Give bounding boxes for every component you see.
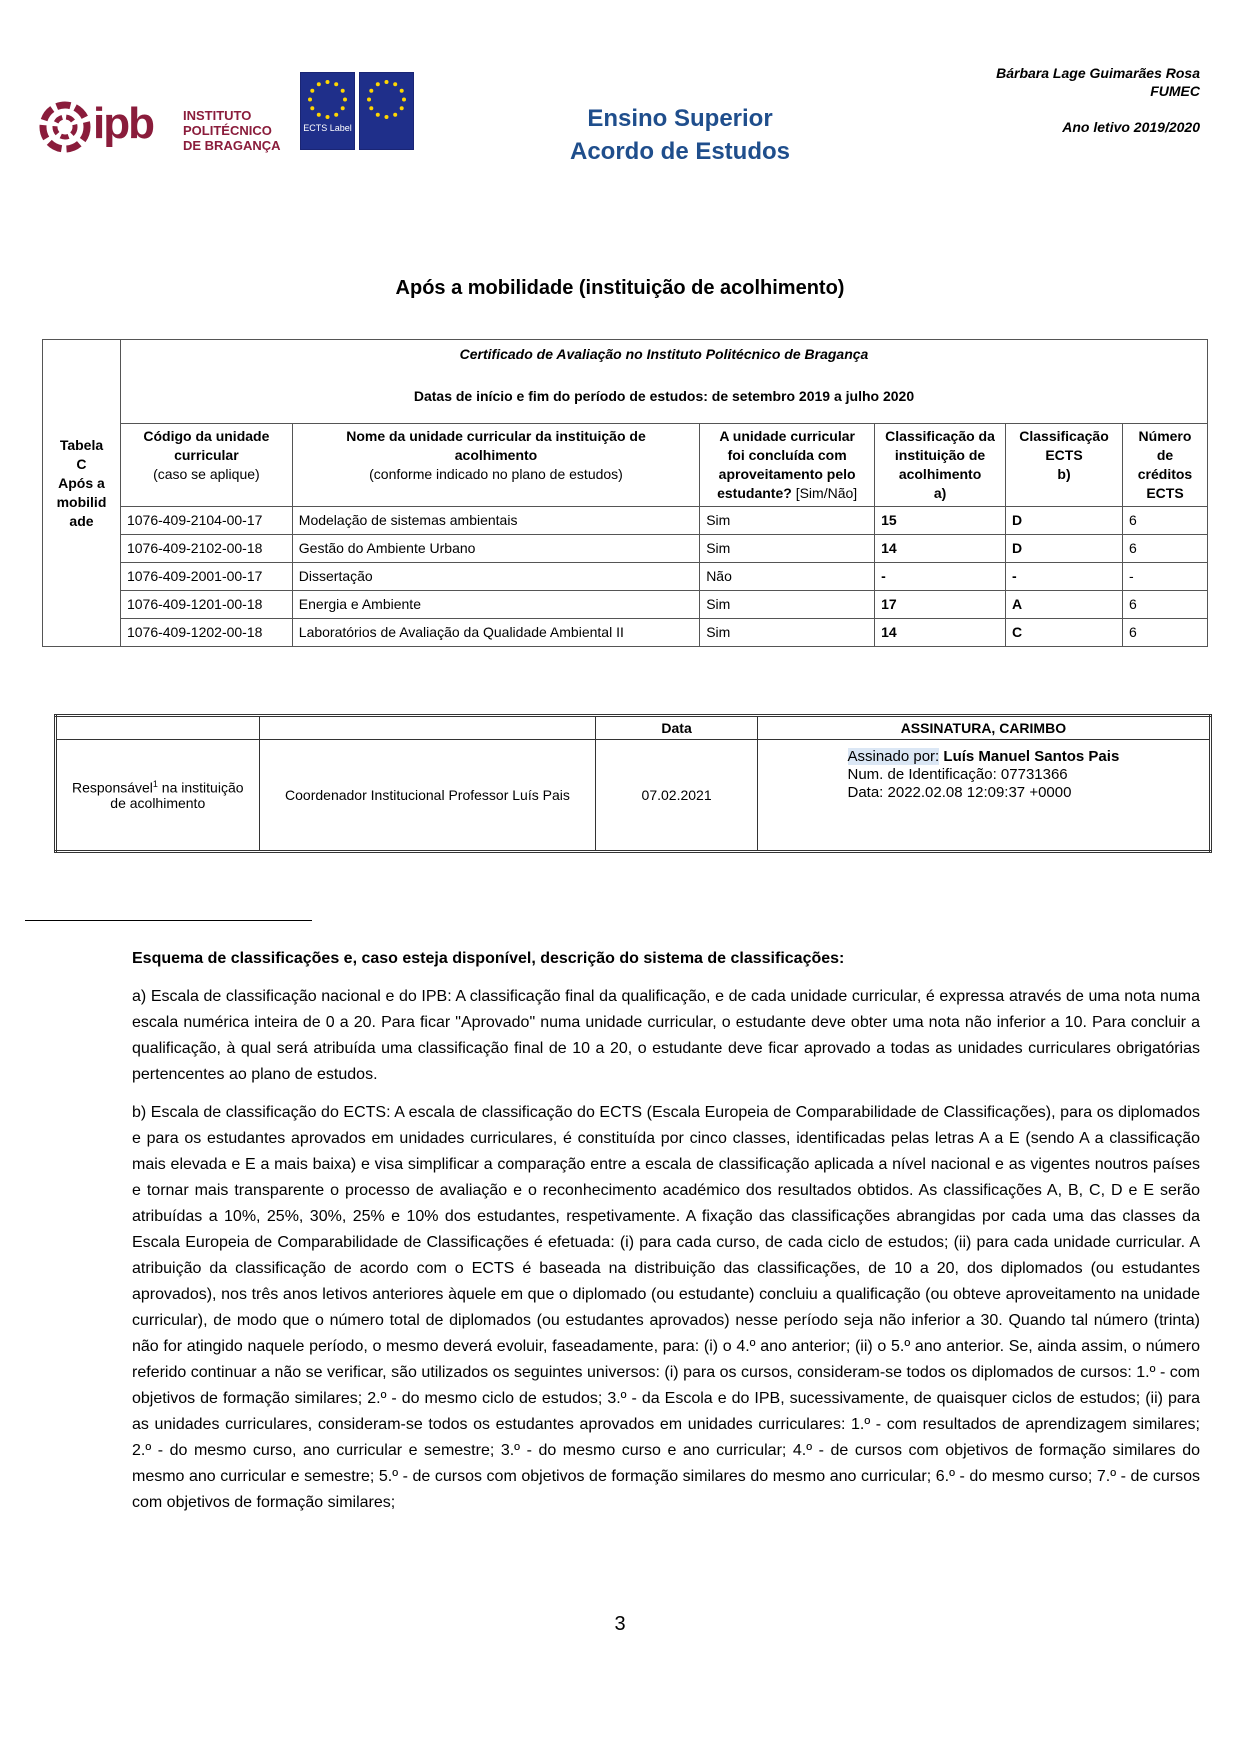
ects-label-text: ECTS Label xyxy=(303,123,352,133)
course-ects-grade: D xyxy=(1006,535,1123,563)
col-code-header: Código da unidade curricular (caso se aplique) xyxy=(120,424,292,507)
table-header-row xyxy=(43,424,1208,507)
coordinator-name: Coordenador Institucional Professor Luís Pais xyxy=(259,740,596,852)
course-ects-grade: A xyxy=(1006,591,1123,619)
course-code: 1076-409-2102-00-18 xyxy=(120,535,292,563)
course-completed: Sim xyxy=(700,591,875,619)
course-credits: 6 xyxy=(1122,591,1207,619)
ects-label-badge xyxy=(300,72,355,150)
sig-empty-header xyxy=(259,716,596,740)
course-grade: 17 xyxy=(875,591,1006,619)
table-row xyxy=(43,563,1208,591)
course-name: Energia e Ambiente xyxy=(292,591,699,619)
digital-signature xyxy=(757,740,1210,852)
col-completed-header: A unidade curricular foi concluída com aproveitamento pelo estudante? [Sim/Não] xyxy=(700,424,875,507)
course-completed: Não xyxy=(700,563,875,591)
course-completed: Sim xyxy=(700,619,875,647)
course-completed: Sim xyxy=(700,535,875,563)
ipb-logo xyxy=(35,98,290,156)
ipb-wordmark: ipb xyxy=(93,99,153,148)
course-completed: Sim xyxy=(700,507,875,535)
institution-name: INSTITUTO POLITÉCNICO DE BRAGANÇA xyxy=(183,108,281,153)
course-ects-grade: C xyxy=(1006,619,1123,647)
footnote-divider xyxy=(25,920,312,921)
sig-empty-header xyxy=(56,716,260,740)
course-name: Dissertação xyxy=(292,563,699,591)
certificate-title: Certificado de Avaliação no Instituto Politécnico de Bragança xyxy=(459,346,869,362)
courses-table xyxy=(42,339,1208,647)
table-row xyxy=(43,591,1208,619)
course-code: 1076-409-1201-00-18 xyxy=(120,591,292,619)
col-grade-header: Classificação da instituição de acolhimento a) xyxy=(875,424,1006,507)
section-title: Após a mobilidade (instituição de acolhimento) xyxy=(395,277,845,299)
course-credits: 6 xyxy=(1122,619,1207,647)
grading-title: Esquema de classificações e, caso esteja disponível, descrição do sistema de classificações: xyxy=(132,950,845,967)
course-grade: 15 xyxy=(875,507,1006,535)
date-header: Data xyxy=(596,716,757,740)
study-period: Datas de início e fim do período de estudos: de setembro 2019 a julho 2020 xyxy=(413,388,915,404)
eu-badge xyxy=(359,72,414,150)
eu-stars-icon xyxy=(364,77,409,122)
student-info xyxy=(860,64,1200,136)
document-title: Ensino Superior Acordo de Estudos xyxy=(569,105,791,165)
course-name: Laboratórios de Avaliação da Qualidade Ambiental II xyxy=(292,619,699,647)
eu-stars-icon xyxy=(305,77,350,122)
course-code: 1076-409-1202-00-18 xyxy=(120,619,292,647)
signature-header: ASSINATURA, CARIMBO xyxy=(757,716,1210,740)
table-row xyxy=(43,619,1208,647)
certificate-header xyxy=(120,340,1207,424)
grading-paragraph-b: b) Escala de classificação do ECTS: A escala de classificação do ECTS (Escala Europeia de Comparabilidade de Classificações), para os diplomados e para os estudantes aprovados em unidades curriculares, é constituída por cinco classes, identificadas pelas letras A a E (sendo A a classificação mais elevada e E a mais baixa) e visa simplificar a comparação entre a escala de classificação aplicada a nível nacional e as vigentes noutros países e tornar mais transparente o processo de avaliação e o reconhecimento académico dos resultados obtidos. As classificações A, B, C, D e E serão atribuídas a 10%, 25%, 30%, 25% e 10% dos estudantes, respetivamente. A fixação das classificações abrangidas por cada uma das classes da Escala Europeia de Comparabilidade de Classificações é efetuada: (i) para cada curso, de cada ciclo de estudos; (ii) para cada unidade curricular. A atribuição da classificação de acordo com o ECTS é baseada na distribuição das classificações, de 10 a 20, dos diplomados (ou estudantes aprovados), nos três anos letivos anteriores àquele em que o diplomado (ou estudante) concluiu a qualificação (ou obteve aproveitamento na unidade curricular), de modo que o número total de diplomados (ou estudantes aprovados) nesse período seja não inferior a 30. Quando tal número (trinta) não for atingido naquele período, o mesmo deverá evoluir, faseadamente, para: (i) o 4.º ano anterior; (ii) o 5.º ano anterior. Se, ainda assim, o número referido continuar a não se verificar, são utilizados os seguintes universos: (i) para os cursos, consideram-se todos os diplomados de cursos: 1.º - com objetivos de formação similares; 2.º - do mesmo ciclo de estudos; 3.º - da Escola e do IPB, sucessivamente, de quaisquer ciclos de estudos; (ii) para as unidades curriculares, consideram-se todos os estudantes aprovados em unidades curriculares: 1.º - com resultados de aprendizagem similares; 2.º - do mesmo curso, ano curricular e semestre; 3.º - do mesmo curso e ano curricular; 4.º - de cursos com objetivos de formação similares do mesmo ano curricular e semestre; 5.º - de cursos com objetivos de formação similares do mesmo ano curricular; 6.º - do mesmo curso; 7.º - de cursos com objetivos de formação similares; xyxy=(132,1104,1200,1511)
course-grade: 14 xyxy=(875,535,1006,563)
course-ects-grade: D xyxy=(1006,507,1123,535)
responsible-label: Responsável$^1$ na instituição de acolhimento xyxy=(56,740,260,852)
signature-block: Assinado por: Luís Manuel Santos Pais Num. de Identificação: 07731366 Data: 2022.02.08 12:09:37 +0000 xyxy=(847,748,1120,801)
signature-date: 07.02.2021 xyxy=(596,740,757,852)
col-credits-header: Número de créditos ECTS xyxy=(1122,424,1207,507)
page-number: 3 xyxy=(614,1613,626,1635)
course-credits: 6 xyxy=(1122,535,1207,563)
course-credits: - xyxy=(1122,563,1207,591)
signature-table xyxy=(54,714,1212,853)
table-row xyxy=(43,507,1208,535)
course-name: Gestão do Ambiente Urbano xyxy=(292,535,699,563)
course-code: 1076-409-2104-00-17 xyxy=(120,507,292,535)
col-name-header: Nome da unidade curricular da instituição de acolhimento (conforme indicado no plano de estudos) xyxy=(292,424,699,507)
student-institution: FUMEC xyxy=(1150,83,1200,99)
academic-year: Ano letivo 2019/2020 xyxy=(1062,119,1200,135)
table-row-label: Tabela C Após a mobilid ade xyxy=(43,340,121,647)
course-ects-grade: - xyxy=(1006,563,1123,591)
grading-paragraph-a: a) Escala de classificação nacional e do IPB: A classificação final da qualificação, e de cada unidade curricular, é expressa através de uma nota numa escala numérica inteira de 0 a 20. Para ficar "Aprovado" numa unidade curricular, o estudante deve obter uma nota não inferior a 10. Para concluir a qualificação, à qual será atribuída uma classificação final de 10 a 20, o estudante deve ficar aprovado a todas as unidades curriculares obrigatórias pertencentes ao plano de estudos. xyxy=(132,988,1200,1083)
ipb-swirl-icon xyxy=(35,98,95,156)
course-name: Modelação de sistemas ambientais xyxy=(292,507,699,535)
col-ects-grade-header: Classificação ECTS b) xyxy=(1006,424,1123,507)
course-grade: - xyxy=(875,563,1006,591)
course-credits: 6 xyxy=(1122,507,1207,535)
course-grade: 14 xyxy=(875,619,1006,647)
table-row xyxy=(43,535,1208,563)
course-code: 1076-409-2001-00-17 xyxy=(120,563,292,591)
student-name: Bárbara Lage Guimarães Rosa xyxy=(996,65,1200,81)
